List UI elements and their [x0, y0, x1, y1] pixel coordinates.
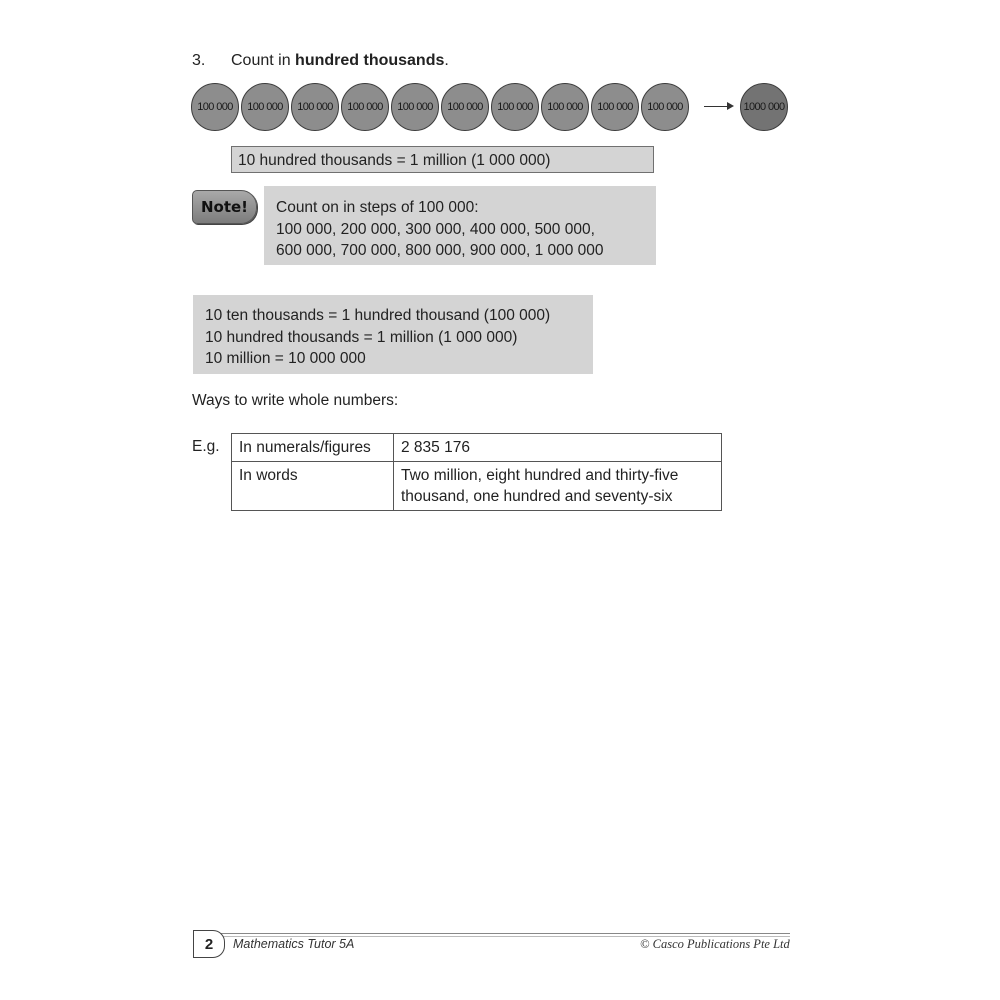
value-line: 2 835 176	[401, 439, 470, 456]
coin-5: 100 000	[391, 83, 439, 131]
value-line: thousand, one hundred and seventy-six	[401, 488, 673, 505]
coin-9: 100 000	[591, 83, 639, 131]
copyright: © Casco Publications Pte Ltd	[640, 937, 790, 951]
coin-3: 100 000	[291, 83, 339, 131]
note-line: Count on in steps of 100 000:	[276, 199, 479, 216]
coin-7: 100 000	[491, 83, 539, 131]
summary-line: 10 hundred thousands = 1 million (1 000 000)	[205, 328, 518, 346]
note-badge: Note!	[192, 190, 257, 224]
million-fact-box: 10 hundred thousands = 1 million (1 000 000)	[231, 146, 654, 173]
footer-rule	[193, 933, 790, 934]
section-number: 3.	[192, 52, 206, 69]
book-title: Mathematics Tutor 5A	[233, 937, 355, 951]
heading-bold-text: hundred thousands	[295, 52, 445, 69]
heading-period: .	[444, 52, 449, 69]
value-line: Two million, eight hundred and thirty-five	[401, 467, 679, 484]
example-label: E.g.	[192, 438, 220, 455]
place-value-summary-box	[193, 295, 593, 374]
table-cell-label: In words	[232, 462, 394, 511]
note-line: 600 000, 700 000, 800 000, 900 000, 1 000 000	[276, 242, 604, 259]
table-row	[232, 434, 722, 462]
table-cell-label: In numerals/figures	[232, 434, 394, 462]
summary-line: 10 ten thousands = 1 hundred thousand (100 000)	[205, 307, 551, 324]
note-line: 100 000, 200 000, 300 000, 400 000, 500 000,	[276, 220, 595, 238]
example-table	[231, 433, 722, 511]
coin-1: 100 000	[191, 83, 239, 131]
table-row	[232, 462, 722, 511]
page-number: 2	[193, 930, 225, 958]
table-cell-value	[394, 462, 722, 511]
ways-title: Ways to write whole numbers:	[192, 392, 399, 409]
section-heading	[192, 52, 449, 70]
summary-line: 10 million = 10 000 000	[205, 350, 366, 367]
coin-result: 1000 000	[740, 83, 788, 131]
heading-text: Count in	[231, 52, 296, 69]
coin-2: 100 000	[241, 83, 289, 131]
coin-row	[191, 83, 801, 131]
note-box	[264, 186, 656, 265]
arrow-right-icon	[704, 106, 732, 107]
coin-10: 100 000	[641, 83, 689, 131]
coin-4: 100 000	[341, 83, 389, 131]
table-cell-value	[394, 434, 722, 462]
coin-8: 100 000	[541, 83, 589, 131]
coin-6: 100 000	[441, 83, 489, 131]
